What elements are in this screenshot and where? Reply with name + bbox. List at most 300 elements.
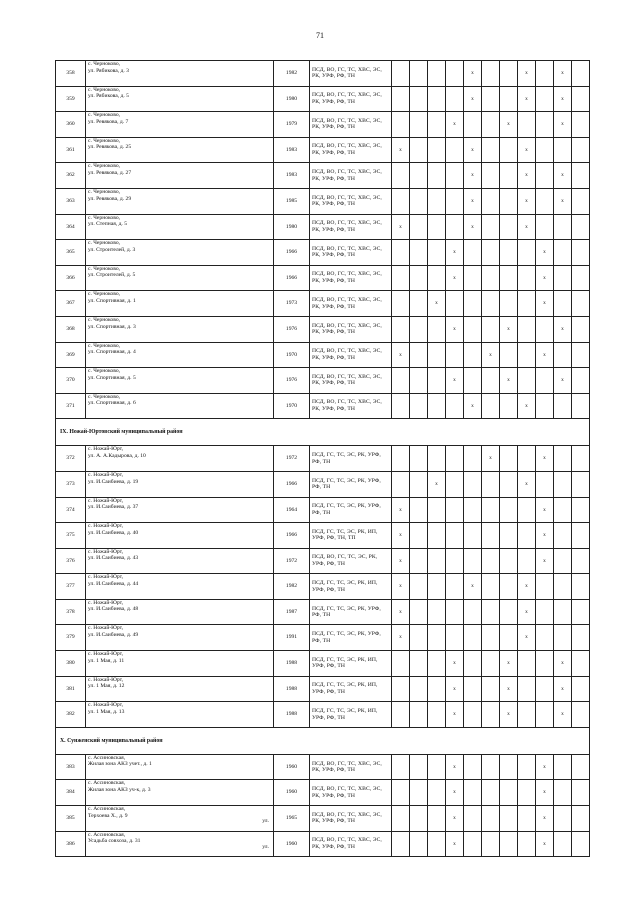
address-settlement: с. Ножай-Юрт, <box>88 446 124 453</box>
work-types: ПСД, ВО, ГС, ТС, ХВС, ЭС, РК, УРФ, РФ, ТН <box>310 112 392 138</box>
build-year: 1964 <box>274 497 310 523</box>
table-row <box>56 61 590 87</box>
period-mark-cell <box>554 214 572 240</box>
period-mark-cell <box>500 265 518 291</box>
period-mark-cell: x <box>554 651 572 677</box>
period-mark-cell <box>536 393 554 419</box>
period-mark-cell <box>500 291 518 317</box>
period-mark-cell <box>428 574 446 600</box>
address-settlement: с. Черноково, <box>88 393 121 400</box>
period-mark-cell <box>428 446 446 472</box>
table-row <box>56 163 590 189</box>
row-number: 362 <box>56 163 86 189</box>
address-cell <box>86 574 274 600</box>
period-mark-cell <box>482 112 500 138</box>
period-mark-cell <box>482 523 500 549</box>
period-mark-cell <box>464 368 482 394</box>
address-settlement: с. Черноково, <box>88 137 121 144</box>
address-street-prefix: ул. <box>262 818 269 825</box>
period-mark-cell <box>428 831 446 857</box>
address-settlement: с. Черноково, <box>88 214 121 221</box>
period-mark-cell <box>392 163 410 189</box>
period-mark-cell <box>500 393 518 419</box>
period-mark-cell <box>392 702 410 728</box>
period-mark-cell <box>482 61 500 87</box>
period-mark-cell <box>482 574 500 600</box>
row-number: 366 <box>56 265 86 291</box>
period-mark-cell <box>500 446 518 472</box>
period-mark-cell <box>500 574 518 600</box>
address-cell <box>86 806 274 832</box>
period-mark-cell <box>536 599 554 625</box>
period-mark-cell <box>428 393 446 419</box>
address-cell <box>86 651 274 677</box>
period-mark-cell: x <box>500 676 518 702</box>
period-mark-cell <box>410 86 428 112</box>
address-street: ул. Ревякова, д. 25 <box>88 144 132 151</box>
period-mark-cell <box>446 574 464 600</box>
row-number: 386 <box>56 831 86 857</box>
address-street: ул. Спортивная, д. 1 <box>88 297 136 304</box>
build-year: 1980 <box>274 86 310 112</box>
period-mark-cell <box>464 265 482 291</box>
section-title: IX. Ножай-Юртовский муниципальный район <box>56 419 590 446</box>
period-mark-cell <box>572 240 590 266</box>
row-number: 359 <box>56 86 86 112</box>
period-mark-cell <box>446 497 464 523</box>
work-types: ПСД, ГС, ТС, ЭС, РК, ИП, УРФ, РФ, ТН, ТП <box>310 523 392 549</box>
period-mark-cell <box>536 188 554 214</box>
period-mark-cell <box>518 291 536 317</box>
period-mark-cell <box>428 702 446 728</box>
address-settlement: с. Ножай-Юрт, <box>88 497 124 504</box>
address-settlement: с. Ножай-Юрт, <box>88 651 124 658</box>
address-cell <box>86 291 274 317</box>
period-mark-cell <box>464 831 482 857</box>
period-mark-cell: x <box>554 368 572 394</box>
address-street: ул. И.Саибиева, д. 44 <box>88 580 139 587</box>
build-year: 1976 <box>274 316 310 342</box>
period-mark-cell <box>410 214 428 240</box>
work-types: ПСД, ВО, ГС, ТС, ХВС, ЭС, РК, УРФ, РФ, ТН <box>310 61 392 87</box>
period-mark-cell <box>410 368 428 394</box>
period-mark-cell <box>392 446 410 472</box>
period-mark-cell <box>572 163 590 189</box>
row-number: 383 <box>56 754 86 780</box>
period-mark-cell <box>410 497 428 523</box>
address-street: ул. Ревякова, д. 7 <box>88 118 129 125</box>
period-mark-cell <box>410 446 428 472</box>
period-mark-cell: x <box>446 368 464 394</box>
period-mark-cell: x <box>392 214 410 240</box>
build-year: 1966 <box>274 523 310 549</box>
work-types: ПСД, ГС, ТС, ЭС, РК, УРФ, РФ, ТН <box>310 599 392 625</box>
row-number: 378 <box>56 599 86 625</box>
build-year: 1966 <box>274 265 310 291</box>
address-cell <box>86 446 274 472</box>
period-mark-cell: x <box>554 112 572 138</box>
period-mark-cell <box>464 651 482 677</box>
period-mark-cell <box>536 86 554 112</box>
address-street: ул. Ревякова, д. 29 <box>88 195 132 202</box>
period-mark-cell <box>518 806 536 832</box>
period-mark-cell: x <box>500 651 518 677</box>
period-mark-cell: x <box>518 163 536 189</box>
build-year: 1982 <box>274 574 310 600</box>
period-mark-cell <box>500 523 518 549</box>
period-mark-cell: x <box>500 316 518 342</box>
period-mark-cell <box>500 188 518 214</box>
address-cell <box>86 265 274 291</box>
period-mark-cell <box>464 446 482 472</box>
period-mark-cell: x <box>482 342 500 368</box>
period-mark-cell <box>428 265 446 291</box>
period-mark-cell <box>572 342 590 368</box>
table-row <box>56 548 590 574</box>
period-mark-cell <box>446 86 464 112</box>
address-settlement: с. Ножай-Юрт, <box>88 548 124 555</box>
period-mark-cell: x <box>554 61 572 87</box>
period-mark-cell <box>500 831 518 857</box>
period-mark-cell: x <box>554 676 572 702</box>
period-mark-cell <box>482 599 500 625</box>
period-mark-cell <box>410 137 428 163</box>
period-mark-cell <box>518 754 536 780</box>
period-mark-cell <box>410 188 428 214</box>
period-mark-cell <box>482 137 500 163</box>
period-mark-cell <box>572 574 590 600</box>
period-mark-cell: x <box>518 214 536 240</box>
period-mark-cell: x <box>392 574 410 600</box>
table-row <box>56 497 590 523</box>
address-settlement: с. Черноково, <box>88 316 121 323</box>
period-mark-cell <box>392 651 410 677</box>
period-mark-cell <box>410 780 428 806</box>
period-mark-cell <box>464 316 482 342</box>
period-mark-cell: x <box>518 471 536 497</box>
period-mark-cell <box>392 240 410 266</box>
address-street: ул. Строителей, д. 3 <box>88 246 136 253</box>
period-mark-cell <box>482 86 500 112</box>
period-mark-cell <box>536 112 554 138</box>
period-mark-cell: x <box>518 599 536 625</box>
address-cell <box>86 831 274 857</box>
table-row <box>56 599 590 625</box>
work-types: ПСД, ВО, ГС, ТС, ХВС, ЭС, РК, УРФ, РФ, ТН <box>310 265 392 291</box>
address-settlement: с. Черноково, <box>88 188 121 195</box>
period-mark-cell <box>392 188 410 214</box>
period-mark-cell <box>410 316 428 342</box>
period-mark-cell <box>518 651 536 677</box>
period-mark-cell <box>572 651 590 677</box>
period-mark-cell <box>428 676 446 702</box>
row-number: 367 <box>56 291 86 317</box>
period-mark-cell: x <box>500 368 518 394</box>
period-mark-cell <box>428 214 446 240</box>
period-mark-cell <box>482 497 500 523</box>
work-types: ПСД, ВО, ГС, ТС, ЭС, РК, УРФ, РФ, ТН <box>310 548 392 574</box>
period-mark-cell <box>518 265 536 291</box>
address-street: ул. И.Саибиева, д. 37 <box>88 504 139 511</box>
build-year: 1980 <box>274 214 310 240</box>
table-row <box>56 368 590 394</box>
period-mark-cell <box>392 86 410 112</box>
period-mark-cell <box>554 523 572 549</box>
period-mark-cell <box>572 214 590 240</box>
period-mark-cell <box>428 497 446 523</box>
work-types: ПСД, ВО, ГС, ТС, ХВС, ЭС, РК, УРФ, РФ, ТН <box>310 163 392 189</box>
address-settlement: с. Ножай-Юрт, <box>88 471 124 478</box>
build-year: 1979 <box>274 112 310 138</box>
period-mark-cell <box>518 497 536 523</box>
address-settlement: с. Ассиновская, <box>88 754 126 761</box>
address-settlement: с. Черноково, <box>88 240 121 247</box>
period-mark-cell <box>518 112 536 138</box>
period-mark-cell <box>500 548 518 574</box>
period-mark-cell: x <box>536 754 554 780</box>
address-settlement: с. Ассиновская, <box>88 806 126 813</box>
period-mark-cell: x <box>554 188 572 214</box>
table-row <box>56 702 590 728</box>
period-mark-cell <box>410 651 428 677</box>
row-number: 360 <box>56 112 86 138</box>
period-mark-cell <box>428 188 446 214</box>
address-settlement: с. Ножай-Юрт, <box>88 676 124 683</box>
address-cell <box>86 163 274 189</box>
period-mark-cell: x <box>464 163 482 189</box>
period-mark-cell <box>482 368 500 394</box>
period-mark-cell <box>536 702 554 728</box>
period-mark-cell <box>572 676 590 702</box>
table-row <box>56 291 590 317</box>
address-settlement: с. Ножай-Юрт, <box>88 625 124 632</box>
period-mark-cell <box>482 754 500 780</box>
period-mark-cell: x <box>518 137 536 163</box>
period-mark-cell <box>482 163 500 189</box>
period-mark-cell: x <box>392 137 410 163</box>
row-number: 358 <box>56 61 86 87</box>
period-mark-cell <box>464 112 482 138</box>
period-mark-cell: x <box>536 342 554 368</box>
address-settlement: с. Ножай-Юрт, <box>88 599 124 606</box>
period-mark-cell <box>572 137 590 163</box>
build-year: 1972 <box>274 548 310 574</box>
period-mark-cell <box>536 471 554 497</box>
period-mark-cell <box>410 676 428 702</box>
period-mark-cell: x <box>392 523 410 549</box>
row-number: 364 <box>56 214 86 240</box>
period-mark-cell <box>572 806 590 832</box>
table-row <box>56 625 590 651</box>
build-year: 1973 <box>274 291 310 317</box>
period-mark-cell <box>392 316 410 342</box>
period-mark-cell <box>482 831 500 857</box>
period-mark-cell <box>464 806 482 832</box>
row-number: 373 <box>56 471 86 497</box>
address-settlement: с. Черноково, <box>88 112 121 119</box>
address-street: ул. Рябикова, д. 5 <box>88 93 129 100</box>
period-mark-cell <box>392 291 410 317</box>
address-cell <box>86 112 274 138</box>
period-mark-cell <box>464 291 482 317</box>
period-mark-cell <box>428 61 446 87</box>
period-mark-cell: x <box>392 497 410 523</box>
period-mark-cell <box>572 265 590 291</box>
row-number: 379 <box>56 625 86 651</box>
period-mark-cell <box>554 574 572 600</box>
period-mark-cell <box>392 471 410 497</box>
table-row <box>56 86 590 112</box>
period-mark-cell <box>446 393 464 419</box>
period-mark-cell <box>518 368 536 394</box>
address-street: ул. Спортивная, д. 3 <box>88 323 136 330</box>
period-mark-cell: x <box>464 393 482 419</box>
address-settlement: с. Ножай-Юрт, <box>88 523 124 530</box>
period-mark-cell: x <box>536 240 554 266</box>
work-types: ПСД, ВО, ГС, ТС, ХВС, ЭС, РК, УРФ, РФ, ТН <box>310 806 392 832</box>
address-cell <box>86 497 274 523</box>
period-mark-cell: x <box>536 265 554 291</box>
period-mark-cell: x <box>428 471 446 497</box>
row-number: 361 <box>56 137 86 163</box>
build-year: 1965 <box>274 806 310 832</box>
period-mark-cell <box>428 368 446 394</box>
address-settlement: с. Черноково, <box>88 291 121 298</box>
address-cell <box>86 471 274 497</box>
period-mark-cell <box>500 137 518 163</box>
period-mark-cell <box>446 342 464 368</box>
table-row <box>56 188 590 214</box>
period-mark-cell <box>554 240 572 266</box>
period-mark-cell <box>410 599 428 625</box>
period-mark-cell: x <box>446 754 464 780</box>
period-mark-cell <box>482 214 500 240</box>
period-mark-cell <box>500 806 518 832</box>
address-cell <box>86 240 274 266</box>
period-mark-cell <box>554 548 572 574</box>
period-mark-cell <box>554 393 572 419</box>
address-street: ул. Степная, д. 5 <box>88 221 128 228</box>
period-mark-cell <box>410 342 428 368</box>
period-mark-cell <box>428 651 446 677</box>
period-mark-cell <box>482 316 500 342</box>
table-row <box>56 676 590 702</box>
row-number: 385 <box>56 806 86 832</box>
period-mark-cell: x <box>392 625 410 651</box>
work-types: ПСД, ВО, ГС, ТС, ХВС, ЭС, РК, УРФ, РФ, ТН <box>310 780 392 806</box>
period-mark-cell <box>464 497 482 523</box>
table-row <box>56 523 590 549</box>
period-mark-cell <box>410 291 428 317</box>
period-mark-cell <box>428 780 446 806</box>
address-cell <box>86 548 274 574</box>
page-number: 71 <box>316 31 324 40</box>
period-mark-cell: x <box>536 291 554 317</box>
build-year: 1966 <box>274 240 310 266</box>
period-mark-cell <box>464 342 482 368</box>
period-mark-cell <box>536 625 554 651</box>
period-mark-cell <box>392 393 410 419</box>
work-types: ПСД, ГС, ТС, ЭС, РК, УРФ, РФ, ТН <box>310 471 392 497</box>
period-mark-cell <box>536 137 554 163</box>
work-types: ПСД, ВО, ГС, ТС, ХВС, ЭС, РК, УРФ, РФ, ТН <box>310 393 392 419</box>
address-cell <box>86 342 274 368</box>
address-settlement: с. Черноково, <box>88 342 121 349</box>
period-mark-cell: x <box>446 316 464 342</box>
work-types: ПСД, ГС, ТС, ЭС, РК, ИП, УРФ, РФ, ТН <box>310 702 392 728</box>
build-year: 1991 <box>274 625 310 651</box>
section-row <box>56 727 590 754</box>
period-mark-cell <box>392 368 410 394</box>
period-mark-cell <box>572 831 590 857</box>
build-year: 1983 <box>274 137 310 163</box>
period-mark-cell: x <box>446 676 464 702</box>
table-row <box>56 393 590 419</box>
period-mark-cell <box>500 625 518 651</box>
address-cell <box>86 702 274 728</box>
address-settlement: с. Черноково, <box>88 368 121 375</box>
period-mark-cell <box>554 291 572 317</box>
period-mark-cell <box>392 265 410 291</box>
period-mark-cell <box>536 214 554 240</box>
work-types: ПСД, ВО, ГС, ТС, ХВС, ЭС, РК, УРФ, РФ, ТН <box>310 342 392 368</box>
work-types: ПСД, ГС, ТС, ЭС, РК, УРФ, РФ, ТН <box>310 446 392 472</box>
period-mark-cell: x <box>518 574 536 600</box>
period-mark-cell <box>500 86 518 112</box>
period-mark-cell <box>572 446 590 472</box>
period-mark-cell: x <box>464 574 482 600</box>
build-year: 1988 <box>274 676 310 702</box>
period-mark-cell: x <box>464 86 482 112</box>
period-mark-cell <box>410 393 428 419</box>
period-mark-cell <box>428 240 446 266</box>
period-mark-cell <box>536 61 554 87</box>
period-mark-cell <box>572 393 590 419</box>
period-mark-cell <box>410 240 428 266</box>
period-mark-cell <box>392 831 410 857</box>
address-street-prefix: ул. <box>262 843 269 850</box>
address-cell <box>86 780 274 806</box>
period-mark-cell: x <box>554 163 572 189</box>
build-year: 1960 <box>274 831 310 857</box>
row-number: 369 <box>56 342 86 368</box>
period-mark-cell <box>392 754 410 780</box>
address-cell <box>86 61 274 87</box>
period-mark-cell: x <box>536 780 554 806</box>
build-year: 1966 <box>274 471 310 497</box>
period-mark-cell <box>410 702 428 728</box>
table-row <box>56 446 590 472</box>
period-mark-cell <box>446 471 464 497</box>
period-mark-cell: x <box>482 446 500 472</box>
period-mark-cell <box>428 599 446 625</box>
period-mark-cell <box>500 240 518 266</box>
period-mark-cell <box>392 806 410 832</box>
address-street: ул. Спортивная, д. 6 <box>88 400 136 407</box>
work-types: ПСД, ВО, ГС, ТС, ХВС, ЭС, РК, УРФ, РФ, ТН <box>310 831 392 857</box>
period-mark-cell <box>536 651 554 677</box>
period-mark-cell <box>464 702 482 728</box>
period-mark-cell <box>554 625 572 651</box>
work-types: ПСД, ВО, ГС, ТС, ХВС, ЭС, РК, УРФ, РФ, ТН <box>310 316 392 342</box>
address-cell <box>86 393 274 419</box>
address-street: ул. И.Саибиева, д. 43 <box>88 555 139 562</box>
period-mark-cell: x <box>446 240 464 266</box>
period-mark-cell <box>536 676 554 702</box>
table-row <box>56 265 590 291</box>
period-mark-cell: x <box>536 548 554 574</box>
work-types: ПСД, ВО, ГС, ТС, ХВС, ЭС, РК, УРФ, РФ, ТН <box>310 214 392 240</box>
